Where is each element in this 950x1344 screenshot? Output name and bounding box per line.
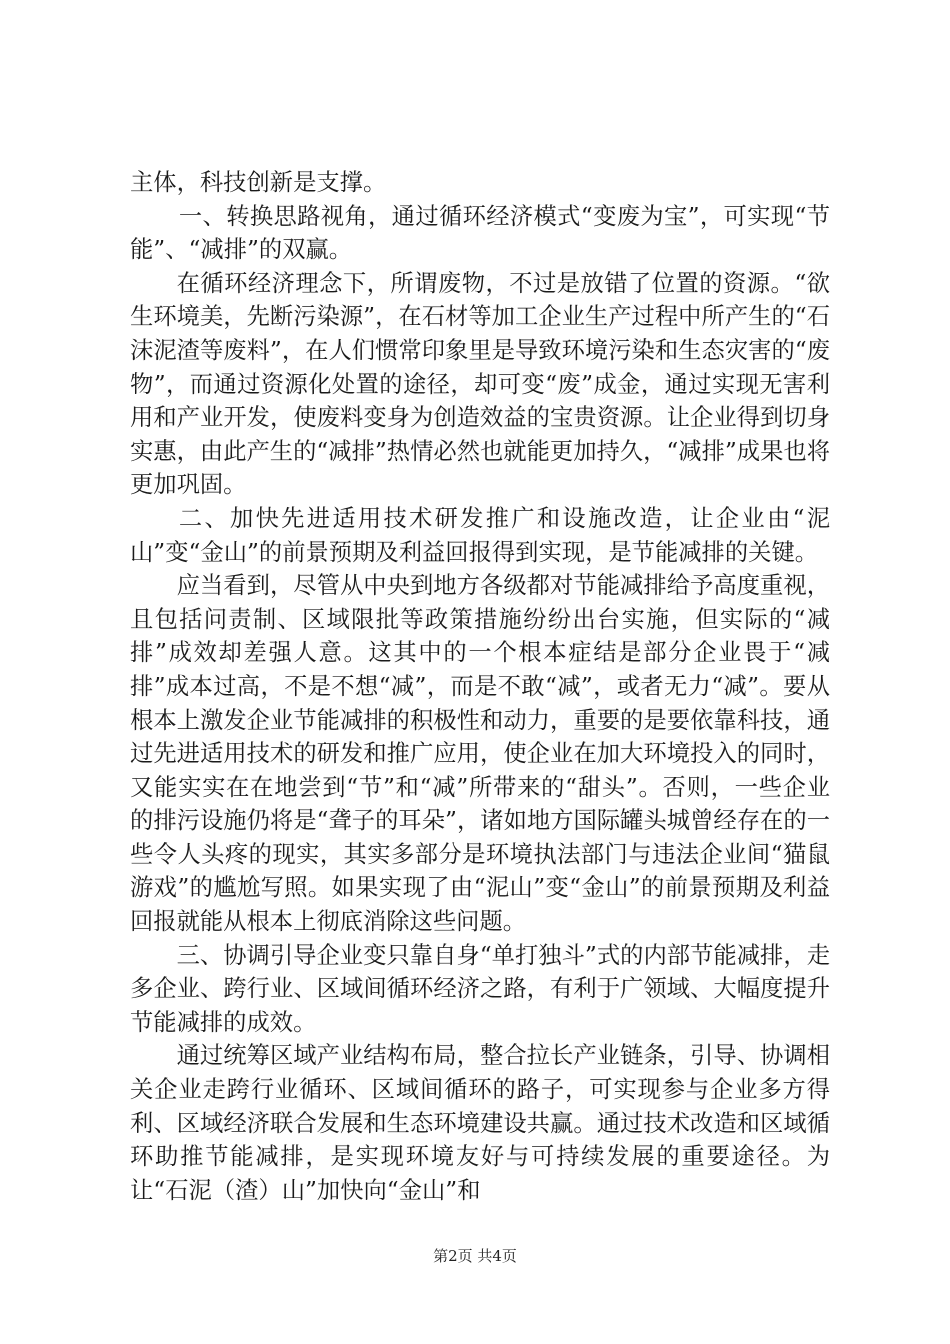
section-heading-2: 二、加快先进适用技术研发推广和设施改造，让企业由“泥山”变“金山”的前景预期及利益回报得到实现，是节能减排的关键。	[130, 504, 830, 566]
page-number-footer: 第2页 共4页	[433, 1247, 517, 1265]
paragraph-body: 应当看到，尽管从中央到地方各级都对节能减排给予高度重视，且包括问责制、区域限批等政策措施纷纷出台实施，但实际的“减排”成效却差强人意。这其中的一个根本症结是部分企业畏于“减排”成本过高，不是不想“减”，而是不敢“减”，或者无力“减”。要从根本上激发企业节能减排的积极性和动力，重要的是要依靠科技，通过先进适用技术的研发和推广应用，使企业在加大环境投入的同时，又能实实在在地尝到“节”和“减”所带来的“甜头”。否则，一些企业的排污设施仍将是“聋子的耳朵”，诸如地方国际罐头城曾经存在的一些令人头疼的现实，其实多部分是环境执法部门与违法企业间“猫鼠游戏”的尴尬写照。如果实现了由“泥山”变“金山”的前景预期及利益回报就能从根本上彻底消除这些问题。	[130, 572, 830, 936]
paragraph-body: 通过统筹区域产业结构布局，整合拉长产业链条，引导、协调相关企业走跨行业循环、区域间循环的路子，可实现参与企业多方得利、区域经济联合发展和生态环境建设共赢。通过技术改造和区域循环助推节能减排，是实现环境友好与可持续发展的重要途径。为让“石泥（渣）山”加快向“金山”和	[130, 1042, 830, 1204]
paragraph-continuation: 主体，科技创新是支撑。	[130, 169, 387, 196]
document-body	[130, 166, 830, 1207]
section-heading-3: 三、协调引导企业变只靠自身“单打独斗”式的内部节能减排，走多企业、跨行业、区域间循环经济之路，有利于广领域、大幅度提升节能减排的成效。	[130, 941, 830, 1036]
paragraph-body: 在循环经济理念下，所谓废物，不过是放错了位置的资源。“欲生环境美，先断污染源”，在石材等加工企业生产过程中所产生的“石沫泥渣等废料”，在人们惯常印象里是导致环境污染和生态灾害的“废物”，而通过资源化处置的途径，却可变“废”成金，通过实现无害利用和产业开发，使废料变身为创造效益的宝贵资源。让企业得到切身实惠，由此产生的“减排”热情必然也就能更加持久，“减排”成果也将更加巩固。	[130, 269, 830, 499]
section-heading-1: 一、转换思路视角，通过循环经济模式“变废为宝”，可实现“节能”、“减排”的双赢。	[130, 202, 830, 264]
